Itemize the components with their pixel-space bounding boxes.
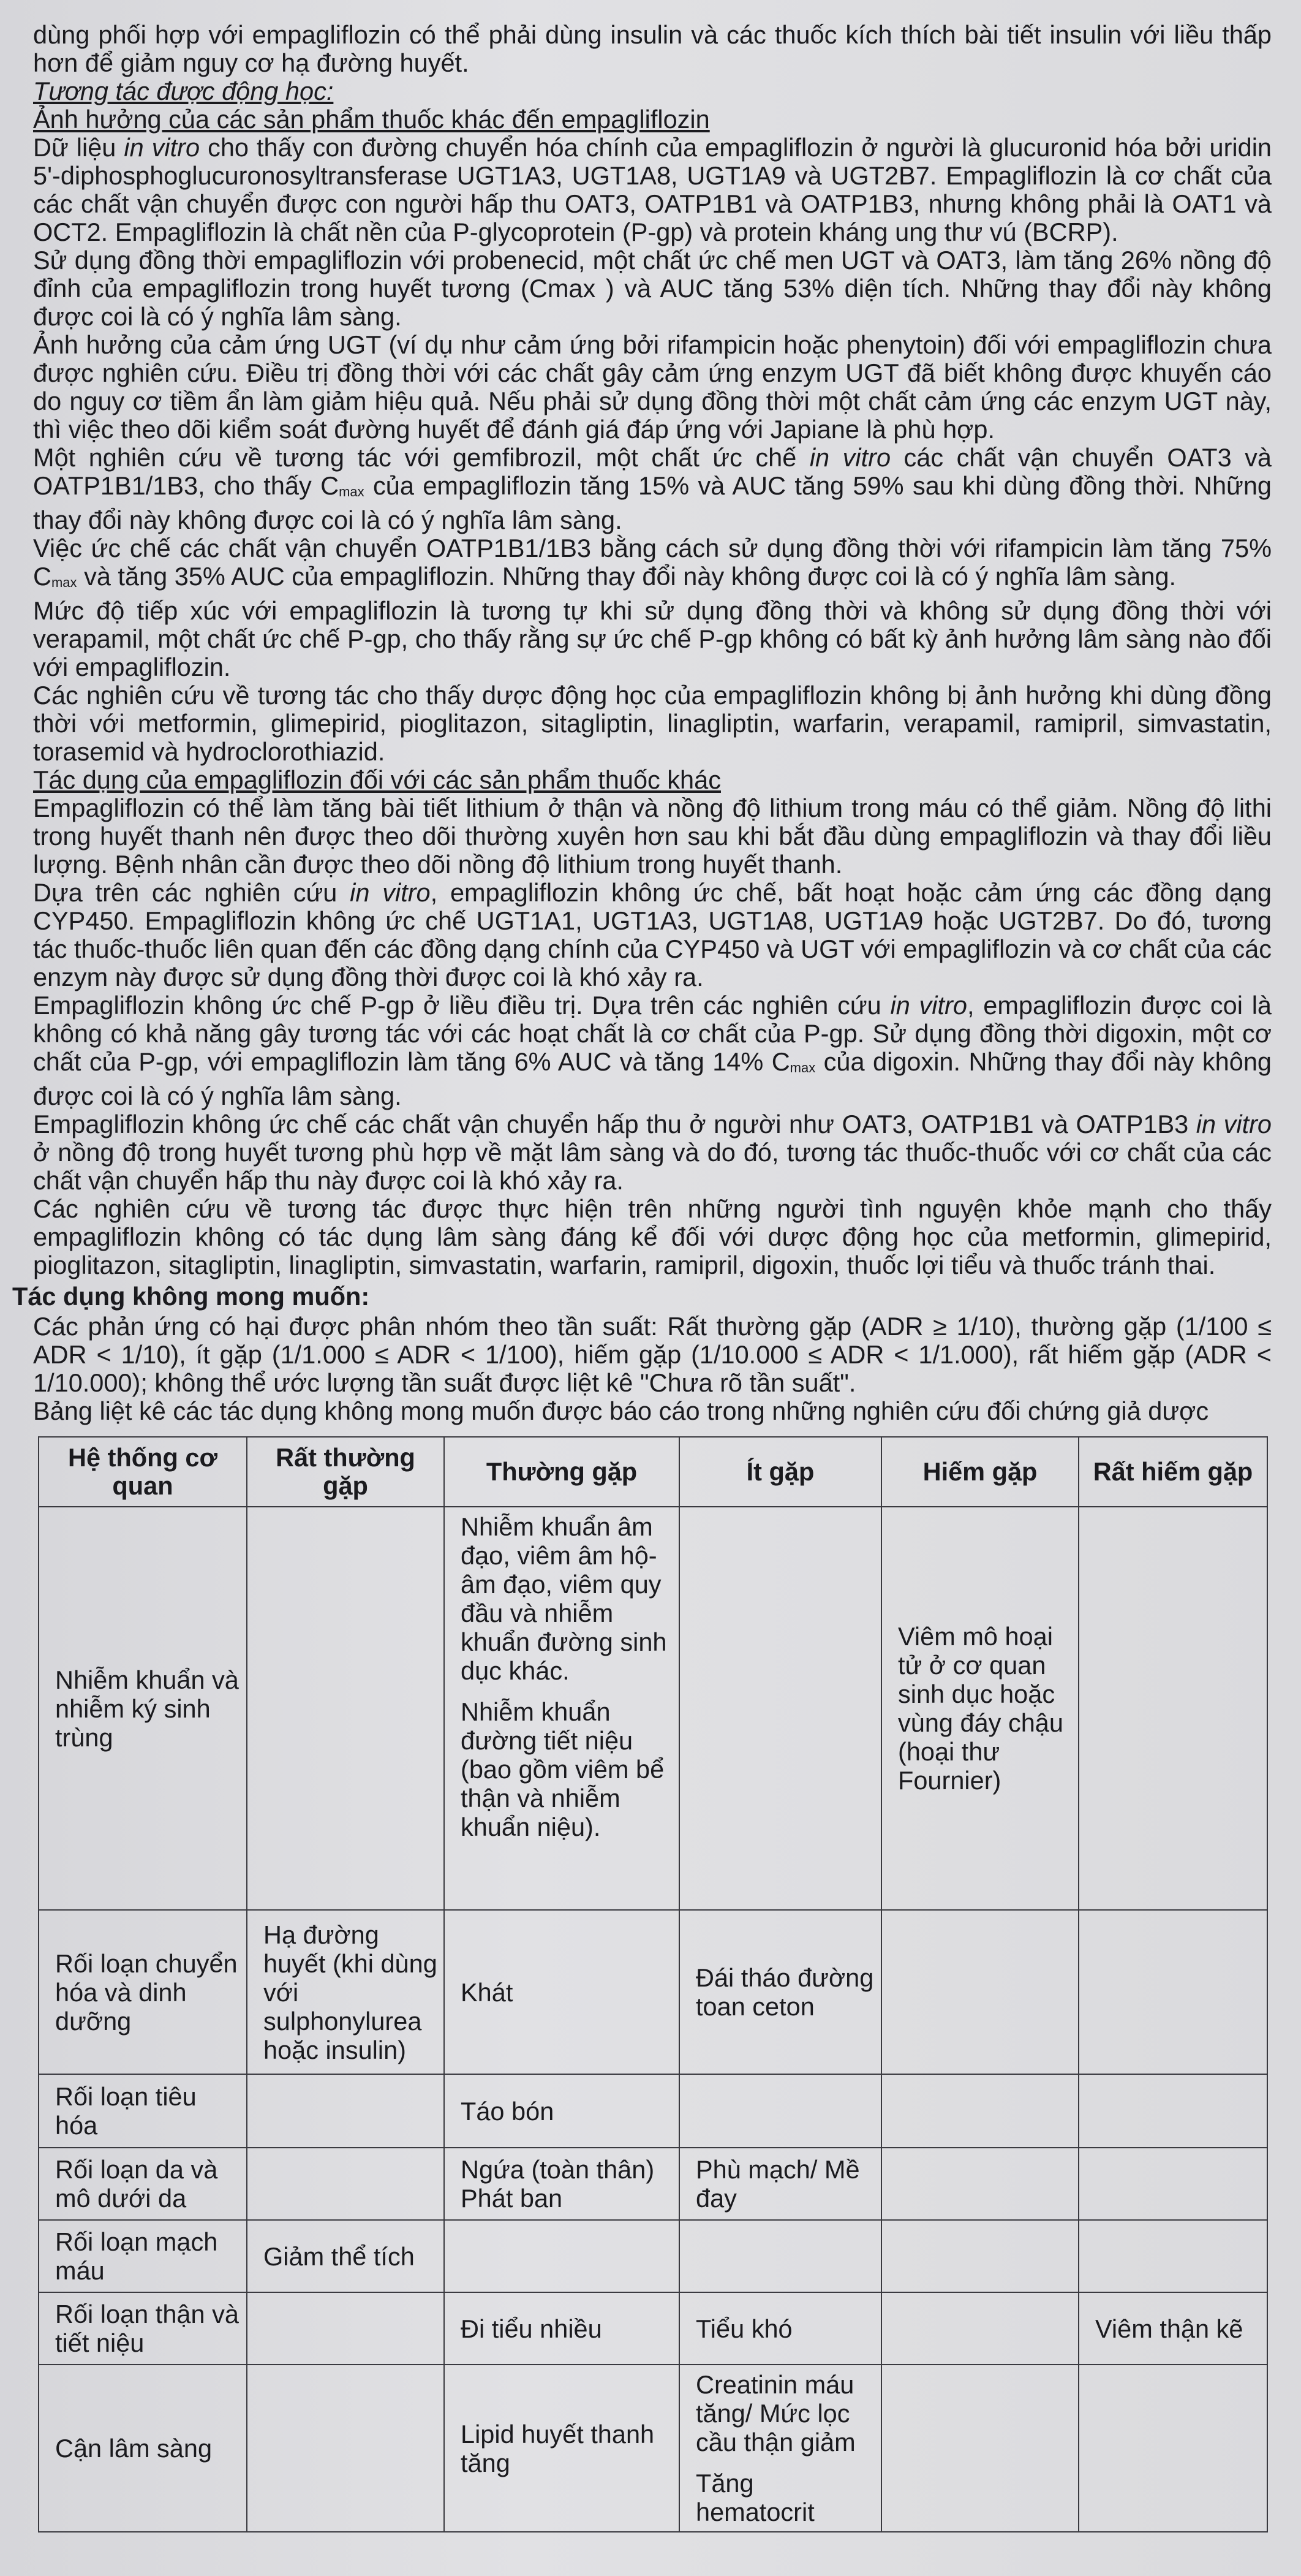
empty-cell [881,2292,1079,2365]
italic-span: in vitro [809,443,891,472]
uncommon-cell: Tiểu khó [679,2292,881,2365]
adverse-reactions-table [38,1436,1268,2532]
empty-cell [881,2074,1079,2148]
organ-cell: Rối loạn tiêu hóa [39,2074,247,2148]
empty-cell [1079,1507,1267,1910]
cell-text: Nhiễm khuẩn đường tiết niệu (bao gồm viêm bể thận và nhiễm khuẩn niệu). [461,1697,665,1841]
text-span: của digoxin. Những thay đổi này không được coi là có ý nghĩa lâm sàng. [33,1047,1272,1110]
text-span: Empagliflozin không ức chế P-gp ở liều điều trị. Dựa trên các nghiên cứu [33,991,891,1020]
table-row [39,2148,1267,2220]
empa-on-other-heading: Tác dụng của empagliflozin đối với các sản phẩm thuốc khác [33,765,721,794]
col-header-very-common: Rất thường gặp [247,1437,444,1507]
common-cell: Ngứa (toàn thân) Phát ban [444,2148,679,2220]
text-span: , empagliflozin được coi là không có khả năng gây tương tác với các hoạt chất là cơ chất của P-gp. Sử dụng đồng thời digoxin, một cơ chất của P-gp, với empagliflozin làm tăng 6% AUC và tăng 14% C [33,991,1272,1076]
empty-cell [444,2220,679,2292]
text-span: , empagliflozin không ức chế, bất hoạt hoặc cảm ứng các đồng dạng CYP450. Empagliflozin không ức chế UGT1A1, UGT1A3, UGT1A8, UGT1A9 hoặc UGT2B7. Do đó, tương tác thuốc-thuốc liên quan đến các đồng dạng chính của CYP450 và UGT với empagliflozin và cơ chất của các enzym này được sử dụng đồng thời được coi là khó xảy ra. [33,878,1272,991]
table-row [39,1910,1267,2074]
empty-cell [247,1507,444,1910]
rare-cell: Viêm mô hoại tử ở cơ quan sinh dục hoặc vùng đáy chậu (hoại thư Fournier) [881,1507,1079,1910]
paragraph-volunteers: Các nghiên cứu về tương tác được thực hiện trên những người tình nguyện khỏe mạnh cho thấy empagliflozin không có tác dụng lâm sàng đáng kể đối với dược động học của metformin, glimepirid, pioglitazon, sitagliptin, linagliptin, simvastatin, warfarin, ramipril, digoxin, thuốc lợi tiểu và thuốc tránh thai. [33,1194,1272,1279]
organ-cell: Rối loạn mạch máu [39,2220,247,2292]
paragraph-ugt-induction: Ảnh hưởng của cảm ứng UGT (ví dụ như cảm ứng bởi rifampicin hoặc phenytoin) đối với empagliflozin chưa được nghiên cứu. Điều trị đồng thời với các chất gây cảm ứng enzym UGT đã biết không được khuyến cáo do nguy cơ tiềm ẩn làm giảm hiệu quả. Nếu phải sử dụng đồng thời một chất cảm ứng các enzym UGT này, thì việc theo dõi kiểm soát đường huyết để đánh giá đáp ứng với Japiane là phù hợp. [33,330,1272,444]
table-header-row [39,1437,1267,1507]
col-header-organ: Hệ thống cơ quan [39,1437,247,1507]
col-header-very-rare: Rất hiếm gặp [1079,1437,1267,1507]
col-header-uncommon: Ít gặp [679,1437,881,1507]
col-header-common: Thường gặp [444,1437,679,1507]
empty-cell [1079,2148,1267,2220]
text-span: Dữ liệu [33,133,124,162]
text-span: Empagliflozin không ức chế các chất vận chuyển hấp thu ở người như OAT3, OATP1B1 và OATP1B3 [33,1110,1196,1138]
empty-cell [881,2148,1079,2220]
text-span: cho thấy con đường chuyển hóa chính của empagliflozin ở người là glucuronid hóa bởi uridin 5'-diphosphoglucuronosyltransferase UGT1A3, UGT1A8, UGT1A9 và UGT2B7. Empagliflozin là cơ chất của các chất vận chuyển được con người hấp thu OAT3, OATP1B1 và OATP1B3, nhưng không phải là OAT1 và OCT2. Empagliflozin là chất nền của P-glycoprotein (P-gp) và protein kháng ung thư vú (BCRP). [33,133,1272,246]
italic-span: in vitro [1196,1110,1272,1138]
italic-span: in vitro [350,878,431,907]
text-span: Một nghiên cứu về tương tác với gemfibrozil, một chất ức chế [33,443,810,472]
col-header-rare: Hiếm gặp [881,1437,1079,1507]
cell-text: Creatinin máu tăng/ Mức lọc cầu thận giảm [696,2370,856,2457]
very-common-cell: Hạ đường huyết (khi dùng với sulphonylurea hoặc insulin) [247,1910,444,2074]
empty-cell [1079,1910,1267,2074]
paragraph-rifampicin [33,534,1272,597]
italic-span: in vitro [890,991,967,1020]
paragraph-transporters [33,1110,1272,1195]
subscript: max [790,1060,816,1075]
text-span: Dựa trên các nghiên cứu [33,878,350,907]
common-cell [444,1507,679,1910]
italic-span: in vitro [124,133,200,162]
paragraph-verapamil: Mức độ tiếp xúc với empagliflozin là tương tự khi sử dụng đồng thời và không sử dụng đồng thời với verapamil, một chất ức chế P-gp, cho thấy rằng sự ức chế P-gp không có bất kỳ ảnh hưởng lâm sàng nào đối với empagliflozin. [33,596,1272,681]
table-row [39,2074,1267,2148]
text-span: ở nồng độ trong huyết tương phù hợp về mặt lâm sàng và do đó, tương tác thuốc-thuốc với cơ chất của các chất vận chuyển hấp thu này được coi là khó xảy ra. [33,1138,1272,1195]
paragraph-gemfibrozil [33,444,1272,534]
common-cell: Lipid huyết thanh tăng [444,2365,679,2532]
empty-cell [881,2220,1079,2292]
empty-cell [247,2365,444,2532]
common-cell: Đi tiểu nhiều [444,2292,679,2365]
organ-cell: Cận lâm sàng [39,2365,247,2532]
empty-cell [1079,2365,1267,2532]
uncommon-cell [679,2365,881,2532]
text-span: của empagliflozin tăng 15% và AUC tăng 59% sau khi dùng đồng thời. Những thay đổi này không được coi là có ý nghĩa lâm sàng. [33,471,1272,534]
paragraph-cyp450 [33,879,1272,991]
empty-cell [247,2148,444,2220]
paragraph-metabolism [33,134,1272,246]
text-span: Việc ức chế các chất vận chuyển OATP1B1/1B3 bằng cách sử dụng đồng thời với rifampicin làm tăng 75% C [33,534,1272,591]
uncommon-cell: Phù mạch/ Mề đay [679,2148,881,2220]
very-rare-cell: Viêm thận kẽ [1079,2292,1267,2365]
cell-text: Tăng hematocrit [696,2469,815,2526]
adr-heading: Tác dụng không mong muốn: [12,1282,370,1311]
organ-cell: Rối loạn thận và tiết niệu [39,2292,247,2365]
paragraph-probenecid: Sử dụng đồng thời empagliflozin với probenecid, một chất ức chế men UGT và OAT3, làm tăng 26% nồng độ đỉnh của empagliflozin trong huyết tương (Cmax ) và AUC tăng 53% diện tích. Những thay đổi này không được coi là có ý nghĩa lâm sàng. [33,246,1272,331]
paragraph-table-intro: Bảng liệt kê các tác dụng không mong muốn được báo cáo trong những nghiên cứu đối chứng giả dược [33,1396,1209,1425]
very-common-cell: Giảm thể tích [247,2220,444,2292]
empty-cell [1079,2220,1267,2292]
table-row [39,2220,1267,2292]
organ-cell: Rối loạn da và mô dưới da [39,2148,247,2220]
paragraph-no-effect: Các nghiên cứu về tương tác cho thấy dược động học của empagliflozin không bị ảnh hưởng khi dùng đồng thời với metformin, glimepirid, pioglitazon, sitagliptin, linagliptin, warfarin, verapamil, ramipril, simvastatin, torasemid và hydroclorothiazid. [33,681,1272,766]
paragraph-frequency: Các phản ứng có hại được phân nhóm theo tần suất: Rất thường gặp (ADR ≥ 1/10), thường gặp (1/100 ≤ ADR < 1/10), ít gặp (1/1.000 ≤ ADR < 1/100), hiếm gặp (1/10.000 ≤ ADR < 1/1.000), rất hiếm gặp (ADR < 1/10.000); không thể ước lượng tần suất được liệt kê "Chưa rõ tần suất". [33,1312,1272,1397]
interactions-heading: Tương tác được động học: [33,77,334,105]
common-cell: Khát [444,1910,679,2074]
uncommon-cell: Đái tháo đường toan ceton [679,1910,881,2074]
paragraph-lithium: Empagliflozin có thể làm tăng bài tiết lithium ở thận và nồng độ lithium trong máu có thể giảm. Nồng độ lithi trong huyết thanh nên được theo dõi thường xuyên hơn sau khi bắt đầu dùng empagliflozin và thay đổi liều lượng. Bệnh nhân cần được theo dõi nồng độ lithium trong huyết thanh. [33,794,1272,879]
empty-cell [247,2074,444,2148]
cell-spacer [696,2457,875,2469]
common-cell: Táo bón [444,2074,679,2148]
text-span: và tăng 35% AUC của empagliflozin. Những thay đổi này không được coi là có ý nghĩa lâm sàng. [77,562,1177,591]
table-row [39,1507,1267,1910]
other-on-empa-heading: Ảnh hưởng của các sản phẩm thuốc khác đến empagliflozin [33,105,710,134]
empty-cell [881,2365,1079,2532]
empty-cell [679,1507,881,1910]
intro-text: dùng phối hợp với empagliflozin có thể phải dùng insulin và các thuốc kích thích bài tiết insulin với liều thấp hơn để giảm nguy cơ hạ đường huyết. [33,20,1272,77]
organ-cell: Rối loạn chuyển hóa và dinh dưỡng [39,1910,247,2074]
text-span: các chất vận chuyển OAT3 và OATP1B1/1B3, cho thấy C [33,443,1272,500]
subscript: max [339,484,364,499]
empty-cell [679,2220,881,2292]
cell-spacer [461,1685,673,1697]
organ-cell: Nhiễm khuẩn và nhiễm ký sinh trùng [39,1507,247,1910]
empty-cell [881,1910,1079,2074]
empty-cell [1079,2074,1267,2148]
empty-cell [247,2292,444,2365]
table-row [39,2292,1267,2365]
table-row [39,2365,1267,2532]
empty-cell [679,2074,881,2148]
cell-text: Nhiễm khuẩn âm đạo, viêm âm hộ-âm đạo, viêm quy đầu và nhiễm khuẩn đường sinh dục khác. [461,1512,667,1685]
paragraph-pgp [33,991,1272,1110]
subscript: max [51,575,77,590]
